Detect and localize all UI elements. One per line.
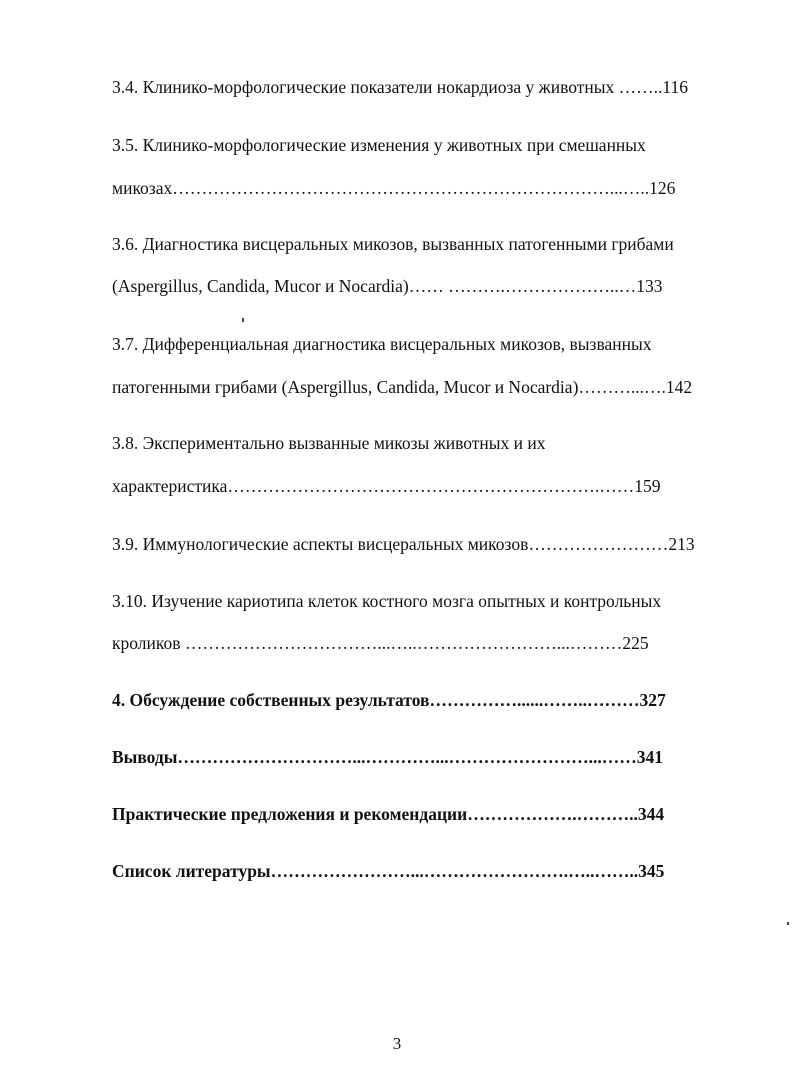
toc-line: 3.9. Иммунологические аспекты висцеральных микозов……………………213 bbox=[112, 534, 695, 554]
toc-line: 3.10. Изучение кариотипа клеток костного мозга опытных и контрольных bbox=[112, 591, 662, 611]
toc-line: (Aspergillus, Candida, Mucor и Nocardia)…… ……….………………..…133 bbox=[112, 276, 663, 296]
scan-speck bbox=[242, 318, 244, 322]
toc-line: 3.6. Диагностика висцеральных микозов, вызванных патогенными грибами bbox=[112, 234, 674, 254]
toc-line: характеристика……………………………………………………….……159 bbox=[112, 476, 661, 496]
scan-speck bbox=[787, 922, 789, 925]
toc-entry-chapter-4: 4. Обсуждение собственных результатов……………......……..………327 bbox=[112, 690, 666, 710]
toc-line: кроликов ……………………………...…..……………………...………225 bbox=[112, 633, 649, 653]
toc-line: микозах…………………………………………………………………...…..126 bbox=[112, 178, 676, 198]
toc-entry-conclusions: Выводы…………………………...…………...……………………...……341 bbox=[112, 747, 664, 767]
page-number: 3 bbox=[392, 1034, 402, 1053]
toc-entry-recommendations: Практические предложения и рекомендации……………….………..344 bbox=[112, 804, 665, 824]
toc-entry-references: Список литературы……………………...…………………….…..……..345 bbox=[112, 861, 665, 881]
toc-line: 3.5. Клинико-морфологические изменения у животных при смешанных bbox=[112, 135, 646, 155]
toc-line: 3.8. Экспериментально вызванные микозы животных и их bbox=[112, 433, 546, 453]
toc-line: 3.7. Дифференциальная диагностика висцеральных микозов, вызванных bbox=[112, 334, 652, 354]
toc-line: патогенными грибами (Aspergillus, Candida, Mucor и Nocardia)………...….142 bbox=[112, 377, 693, 397]
toc-line: 3.4. Клинико-морфологические показатели нокардиоза у животных ……..116 bbox=[112, 77, 688, 97]
